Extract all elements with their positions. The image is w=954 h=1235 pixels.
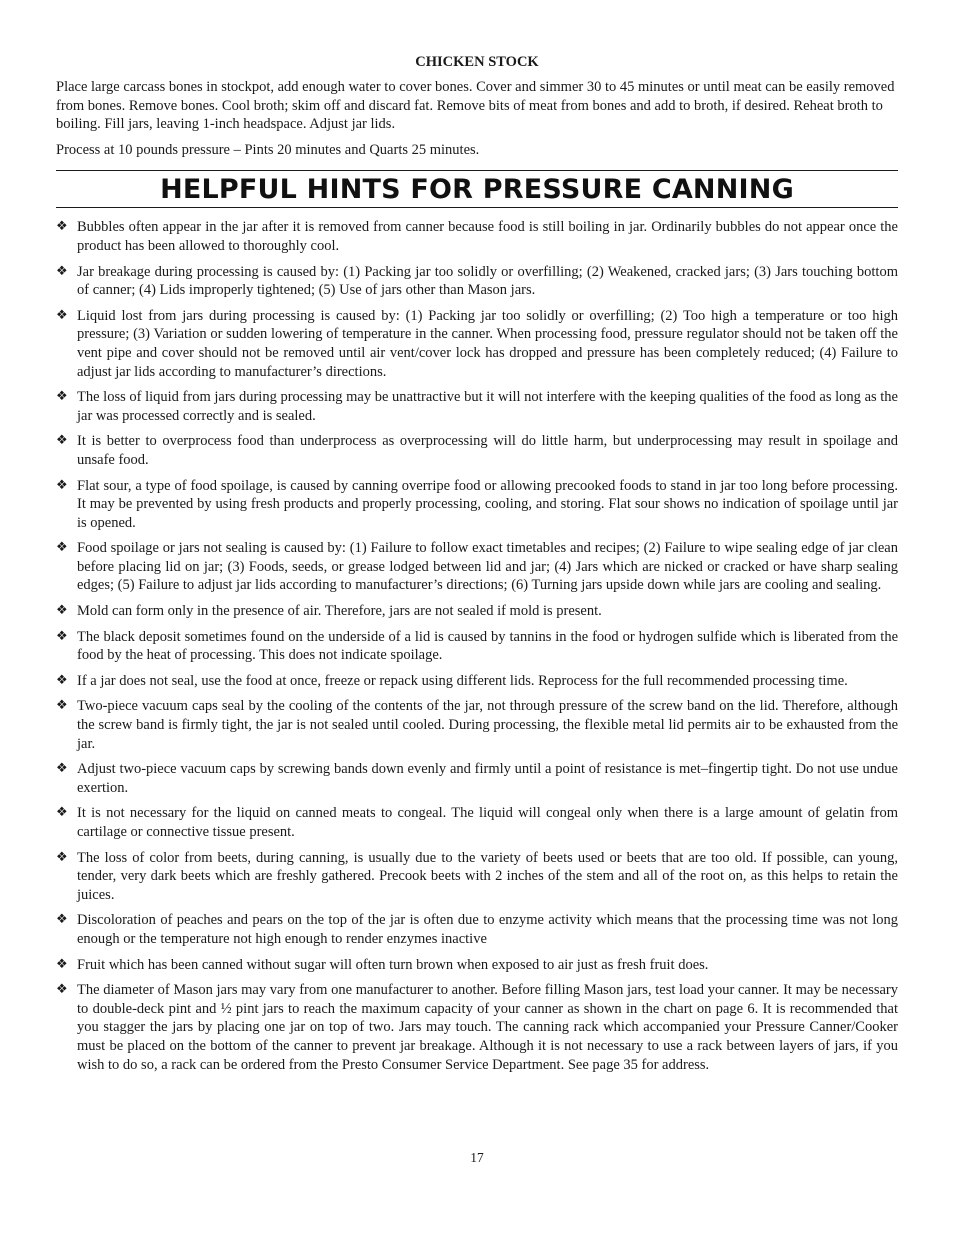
hint-item bbox=[56, 218, 898, 255]
hint-item bbox=[56, 602, 898, 621]
diamond-bullet-icon: ❖ bbox=[56, 982, 68, 998]
diamond-bullet-icon: ❖ bbox=[56, 307, 68, 323]
section-divider-bottom bbox=[56, 207, 898, 208]
hint-item bbox=[56, 432, 898, 469]
hint-text: Food spoilage or jars not sealing is caused by: (1) Failure to follow exact timetables and recipes; (2) Failure to wipe sealing edge of jar clean before placing lid on jar; (3) Foods, seeds, or grease lodged between lid and jar; (4) Jars which are nicked or cracked or have sharp sealing edges; (5) Failure to adjust jar lids according to manufacturer’s directions; (6) Turning jars upside down while jars are cooling and sealing. bbox=[77, 540, 898, 594]
recipe-instructions: Place large carcass bones in stockpot, add enough water to cover bones. Cover and simmer 30 to 45 minutes or until meat can be easily removed from bones. Remove bones. Cool broth; skim off and discard fat. Remove bits of meat from bones and add to broth, if desired. Reheat broth to boiling. Fill jars, leaving 1-inch headspace. Adjust jar lids. bbox=[56, 79, 895, 133]
hint-text: Flat sour, a type of food spoilage, is caused by canning overripe food or allowing precooked foods to stand in jar too long before processing. It may be prevented by using fresh products and properly processing, cooling, and storing. Flat sour shows no indication of spoilage until jar is opened. bbox=[77, 477, 898, 531]
section-heading: HELPFUL HINTS FOR PRESSURE CANNING bbox=[160, 174, 794, 206]
recipe-process-time: Process at 10 pounds pressure – Pints 20 minutes and Quarts 25 minutes. bbox=[56, 141, 480, 158]
hints-list bbox=[56, 218, 898, 1074]
hint-item bbox=[56, 672, 898, 691]
hint-text: It is not necessary for the liquid on canned meats to congeal. The liquid will congeal only when there is a large amount of gelatin from cartilage or connective tissue present. bbox=[77, 805, 898, 840]
hint-item bbox=[56, 956, 898, 975]
diamond-bullet-icon: ❖ bbox=[56, 628, 68, 644]
diamond-bullet-icon: ❖ bbox=[56, 912, 68, 928]
hint-item bbox=[56, 539, 898, 595]
hint-item bbox=[56, 760, 898, 797]
hint-text: It is better to overprocess food than underprocess as overprocessing will do little harm, but underprocessing may result in spoilage and unsafe food. bbox=[77, 433, 898, 468]
hint-text: The black deposit sometimes found on the underside of a lid is caused by tannins in the food or hydrogen sulfide which is liberated from the food by the heat of processing. This does not indicate spoilage. bbox=[77, 628, 898, 664]
hint-item bbox=[56, 697, 898, 753]
diamond-bullet-icon: ❖ bbox=[56, 603, 68, 619]
hint-text: Bubbles often appear in the jar after it is removed from canner because food is still boiling in jar. Ordinarily bubbles do not appear once the product has been allowed to thoroughly cool. bbox=[77, 219, 898, 254]
page-number: 17 bbox=[470, 1150, 484, 1165]
hint-item bbox=[56, 307, 898, 381]
document-page bbox=[56, 52, 898, 1081]
diamond-bullet-icon: ❖ bbox=[56, 849, 68, 865]
diamond-bullet-icon: ❖ bbox=[56, 672, 68, 688]
hint-text: The loss of liquid from jars during processing may be unattractive but it will not interfere with the keeping qualities of the food as long as the jar was processed correctly and is sealed. bbox=[77, 389, 898, 424]
diamond-bullet-icon: ❖ bbox=[56, 477, 68, 493]
diamond-bullet-icon: ❖ bbox=[56, 805, 68, 821]
hint-item bbox=[56, 981, 898, 1074]
hint-text: Mold can form only in the presence of air. Therefore, jars are not sealed if mold is present. bbox=[77, 603, 602, 620]
diamond-bullet-icon: ❖ bbox=[56, 698, 68, 714]
hint-text: Two-piece vacuum caps seal by the cooling of the contents of the jar, not through pressure of the screw band on the lid. Therefore, although the screw band is firmly tight, the jar is not sealed until cooled. During processing, the flexible metal lid permits air to be exhausted from the jar. bbox=[77, 698, 898, 752]
hint-text: The diameter of Mason jars may vary from one manufacturer to another. Before filling Mason jars, test load your canner. It may be necessary to double-deck pint and ½ pint jars to reach the maximum capacity of your canner as shown in the chart on page 6. It is recommended that you stagger the jars by placing one jar on top of two. Jars may touch. The canning rack which accompanied your Pressure Canner/Cooker must be placed on the bottom of the canner to prevent jar breakage. Although it is not necessary to use a rack between layers of jars, if you wish to do so, a rack can be ordered from the Presto Consumer Service Department. See page 35 for address. bbox=[77, 982, 898, 1073]
diamond-bullet-icon: ❖ bbox=[56, 956, 68, 972]
hint-text: Fruit which has been canned without sugar will often turn brown when exposed to air just as fresh fruit does. bbox=[77, 956, 709, 973]
diamond-bullet-icon: ❖ bbox=[56, 433, 68, 449]
diamond-bullet-icon: ❖ bbox=[56, 761, 68, 777]
hint-text: Adjust two-piece vacuum caps by screwing bands down evenly and firmly until a point of resistance is met–fingertip tight. Do not use undue exertion. bbox=[77, 761, 898, 796]
hint-item bbox=[56, 849, 898, 905]
diamond-bullet-icon: ❖ bbox=[56, 389, 68, 405]
hint-text: If a jar does not seal, use the food at once, freeze or repack using different lids. Reprocess for the full recommended processing time. bbox=[77, 672, 848, 689]
diamond-bullet-icon: ❖ bbox=[56, 219, 68, 235]
recipe-title: CHICKEN STOCK bbox=[415, 54, 539, 70]
hint-item bbox=[56, 263, 898, 300]
hint-text: The loss of color from beets, during canning, is usually due to the variety of beets used or beets that are too old. If possible, can young, tender, very dark beets which are freshly gathered. Precook beets with 2 inches of the stem and all of the root on, as this helps to retain the juices. bbox=[77, 849, 898, 903]
section-divider-top bbox=[56, 170, 898, 171]
hint-text: Liquid lost from jars during processing is caused by: (1) Packing jar too solidly or overfilling; (2) Too high a temperature or too high pressure; (3) Variation or sudden lowering of temperature in the canner. When processing food, pressure regulator should not be taken off the vent pipe and cover should not be removed until air vent/cover lock has dropped and pressure has been completely reduced; (4) Failure to adjust jar lids according to manufacturer’s directions. bbox=[77, 307, 898, 380]
diamond-bullet-icon: ❖ bbox=[56, 263, 68, 279]
hint-item bbox=[56, 388, 898, 425]
hint-item bbox=[56, 477, 898, 533]
diamond-bullet-icon: ❖ bbox=[56, 540, 68, 556]
hint-item bbox=[56, 804, 898, 841]
hint-item bbox=[56, 911, 898, 948]
hint-item bbox=[56, 628, 898, 665]
hint-text: Jar breakage during processing is caused by: (1) Packing jar too solidly or overfilling; (2) Weakened, cracked jars; (3) Jars touching bottom of canner; (4) Lids improperly tightened; (5) Use of jars other than Mason jars. bbox=[77, 263, 898, 299]
hint-text: Discoloration of peaches and pears on the top of the jar is often due to enzyme activity which means that the processing time was not long enough or the temperature not high enough to render enzymes inactive bbox=[77, 912, 898, 947]
